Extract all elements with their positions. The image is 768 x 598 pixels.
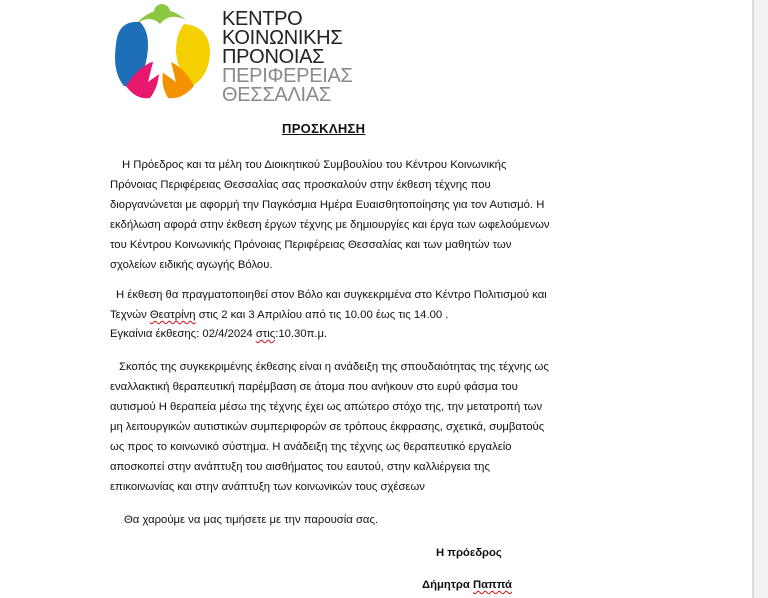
logo-line-1: ΚΕΝΤΡΟ: [222, 8, 303, 30]
paragraph-3-line: ως προς το κοινωνικό σύστημα. Η ανάδειξη της τέχνης ως θεραπευτικό εργαλείο: [110, 441, 512, 453]
signature-last-name: Παππά: [472, 579, 512, 591]
paragraph-1-line: εκδήλωση αφορά στην έκθεση έργων τέχνης με δημιουργίες και έργα των ωφελούμενων: [110, 219, 550, 231]
paragraph-1-line: Πρόνοιας Περιφέρειας Θεσσαλίας σας προσκαλούν στην έκθεση τέχνης που: [110, 179, 491, 191]
paragraph-1-line: Η Πρόεδρος και τα μέλη του Διοικητικού Συμβουλίου του Κέντρου Κοινωνικής: [122, 159, 507, 171]
paragraph-3-line: αυτισμού Η θεραπεία μέσω της τέχνης έχει ως απώτερο στόχο της, την μετατροπή των: [110, 401, 543, 413]
paragraph-1-line: του Κέντρου Κοινωνικής Πρόνοιας Περιφέρειας Θεσσαλίας και των μαθητών των: [110, 239, 512, 251]
opening-date: Εγκαίνια έκθεσης: 02/4/2024: [110, 328, 256, 340]
paragraph-1-line: σχολείων ειδικής αγωγής Βόλου.: [110, 259, 273, 271]
logo-text: [222, 10, 353, 105]
logo-line-2: ΚΟΙΝΩΝΙΚΗΣ: [222, 27, 343, 49]
page-right-shadow: [754, 0, 768, 598]
paragraph-3-line: εναλλακτική θεραπευτική παρέμβαση σε άτομα που ανήκουν στο ευρύ φάσμα του: [110, 381, 518, 393]
paragraph-2-line: [110, 327, 327, 341]
paragraph-2-line: [110, 308, 448, 322]
logo-figure-icon: [110, 2, 220, 102]
opening-at: στις: [255, 328, 276, 340]
document-title: ΠΡΟΣΚΛΗΣΗ: [282, 121, 366, 136]
closing-text: Θα χαρούμε να μας τιμήσετε με την παρουσία σας.: [124, 514, 379, 526]
signature-first-name: Δήμητρα: [422, 579, 473, 591]
logo-line-3: ΠΡΟΝΟΙΑΣ: [222, 46, 325, 68]
paragraph-3-line: Σκοπός της συγκεκριμένης έκθεσης είναι η ανάδειξη της σπουδαιότητας της τέχνης ως: [119, 361, 549, 373]
paragraph-2-line: Η έκθεση θα πραγματοποιηθεί στον Βόλο και συγκεκριμένα στο Κέντρο Πολιτισμού και: [116, 289, 547, 301]
page-edge: [752, 0, 754, 598]
signature-name: [422, 578, 512, 592]
venue-name: Θεατρίνη: [149, 309, 196, 321]
opening-time: :10.30π.μ.: [275, 328, 328, 340]
organization-logo: [110, 2, 360, 106]
logo-line-5: ΘΕΣΣΑΛΙΑΣ: [222, 84, 331, 106]
dates-text: στις 2 και 3 Απριλίου από τις 10.00 έως τις 14.00 .: [195, 309, 449, 321]
logo-line-4: ΠΕΡΙΦΕΡΕΙΑΣ: [222, 65, 353, 87]
signature-role: Η πρόεδρος: [436, 547, 502, 559]
paragraph-3-line: επικοινωνίας και στην ανάπτυξη των κοινωνικών τους σχέσεων: [110, 481, 425, 493]
paragraph-1-line: διοργανώνεται με αφορμή την Παγκόσμια Ημέρα Ευαισθητοποίησης για τον Αυτισμό. Η: [110, 199, 545, 211]
paragraph-3-line: αποσκοπεί στην ανάπτυξη του αισθήματος του εαυτού, στην καλλιέργεια της: [110, 461, 490, 473]
venue-prefix: Τεχνών: [110, 309, 150, 321]
paragraph-3-line: μη λειτουργικών αυτιστικών συμπεριφορών σε τρόπους έκφρασης, σχετικά, συμβατούς: [110, 421, 545, 433]
